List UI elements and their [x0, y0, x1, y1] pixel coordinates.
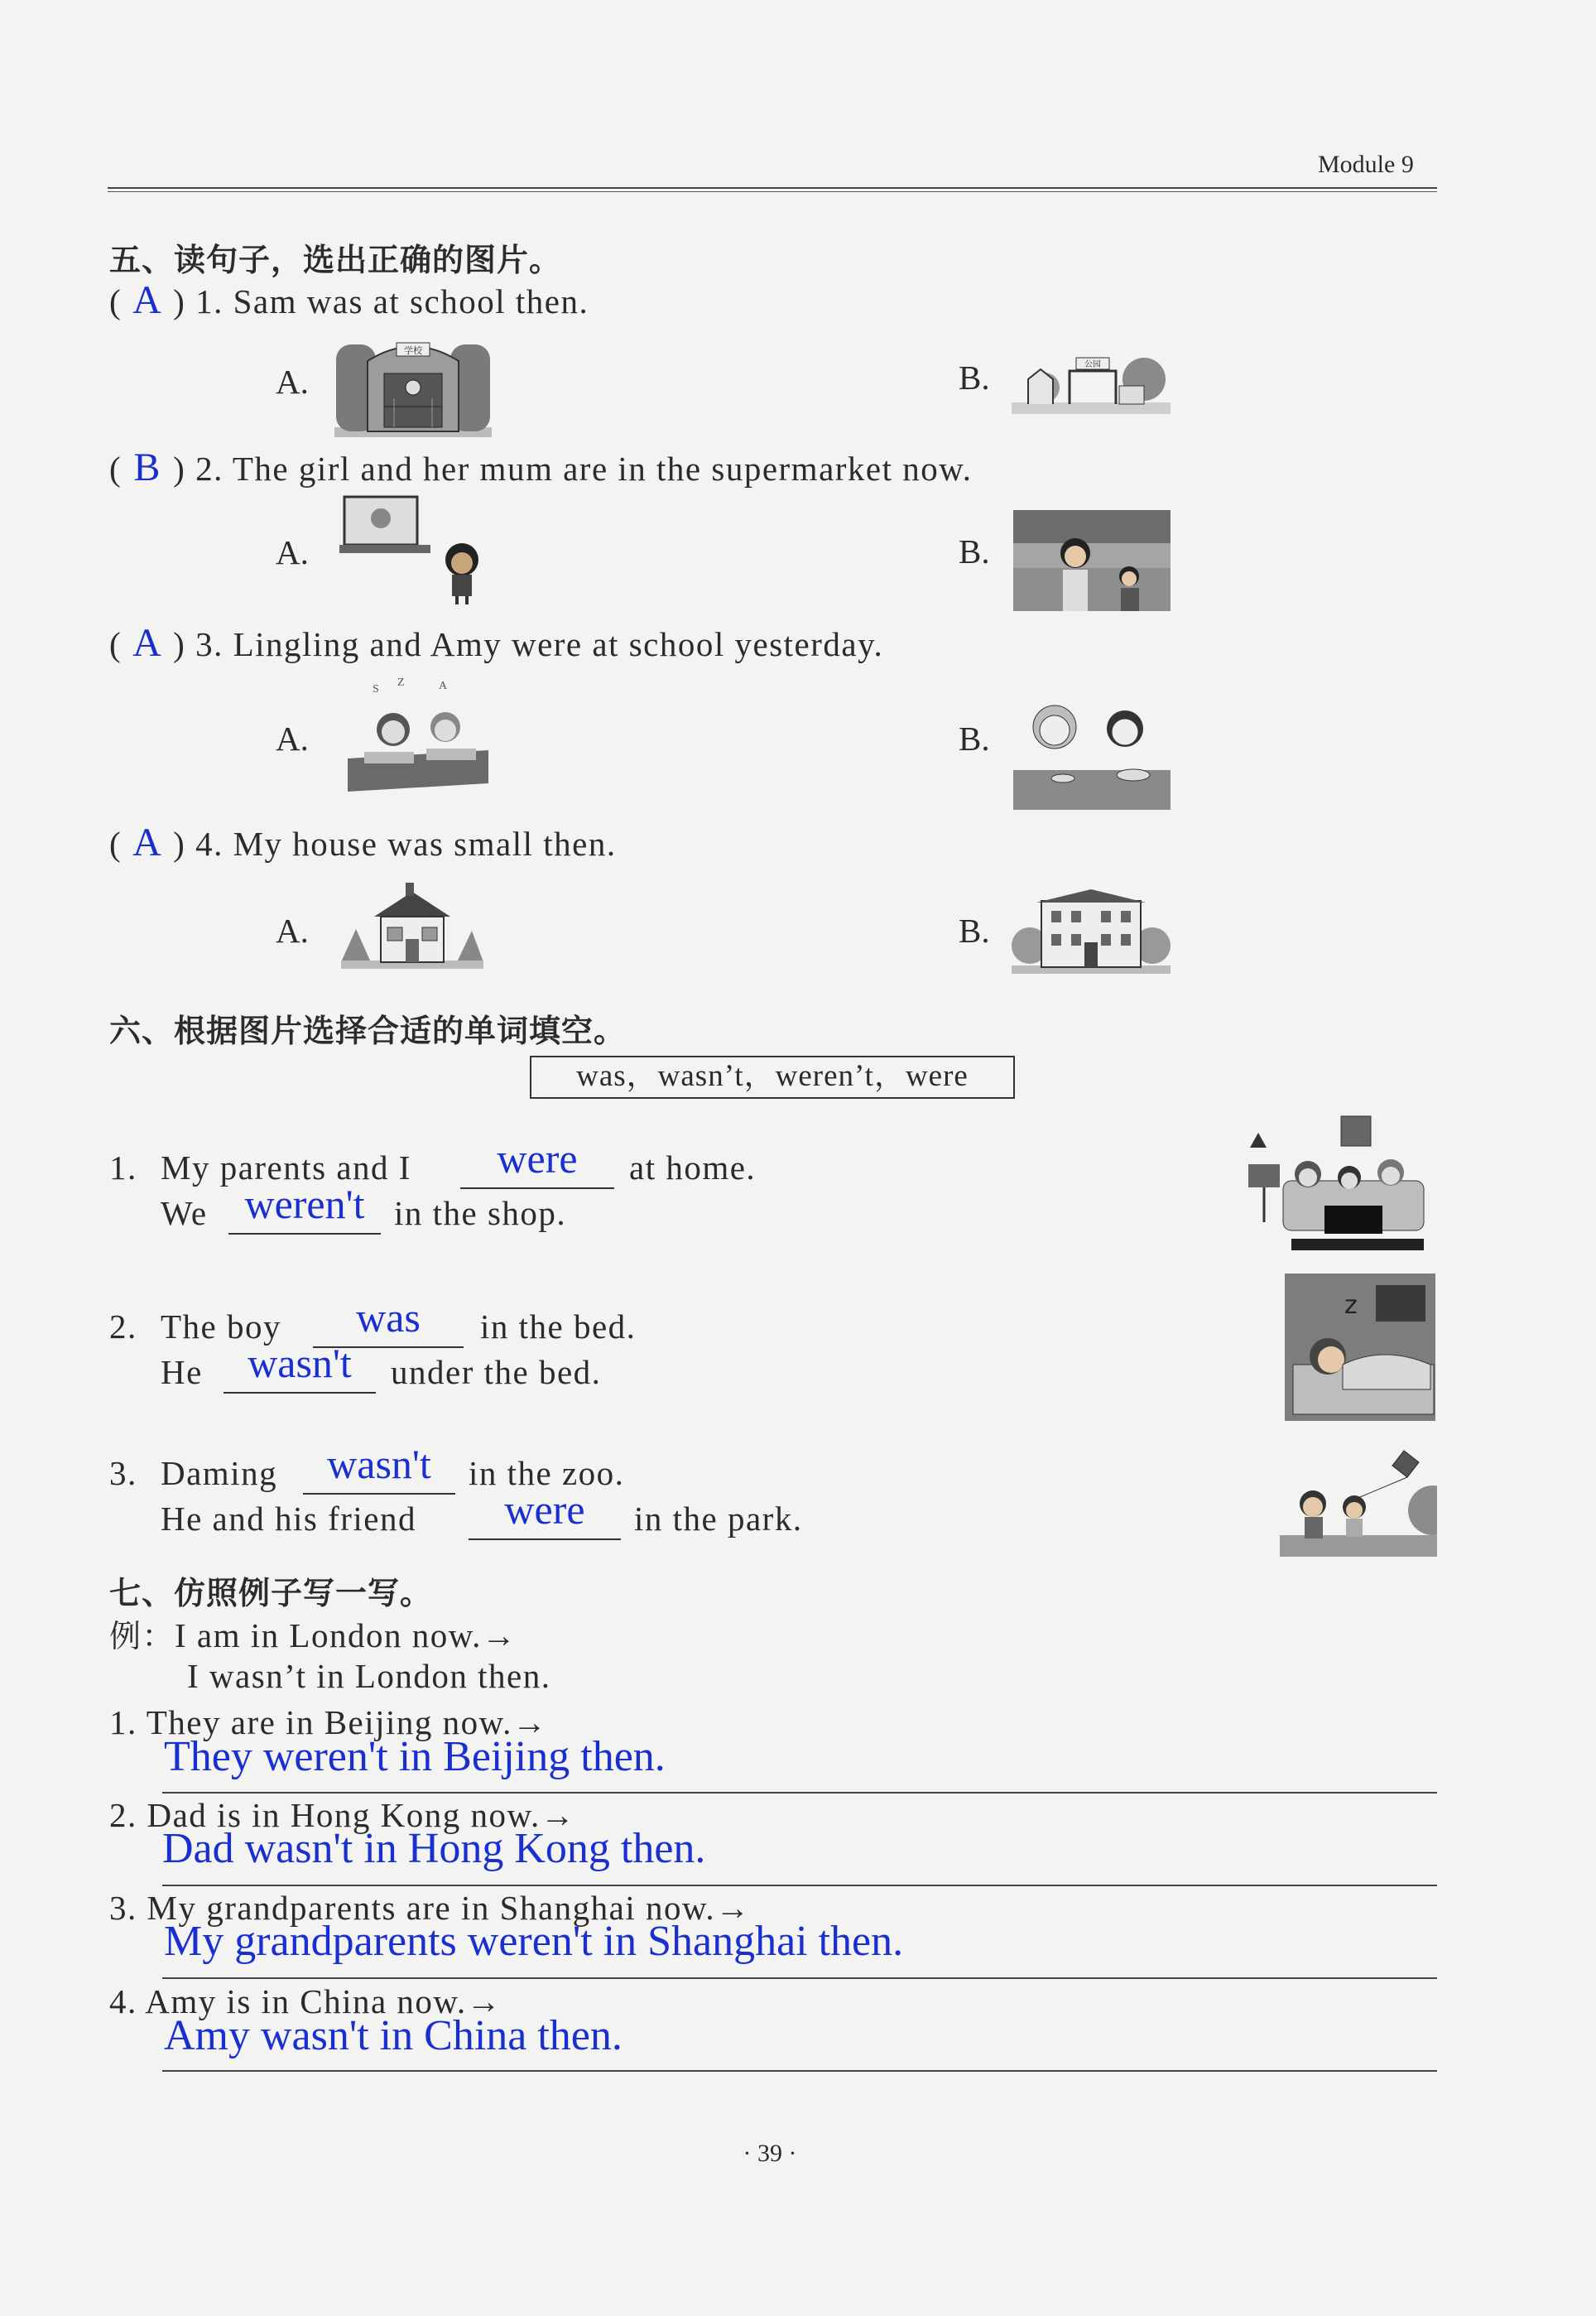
- s6-item3-line2-pre: He and his friend: [161, 1500, 416, 1538]
- s6-item2-line1-pre: The boy: [161, 1307, 281, 1346]
- s6-item1-answer2: weren't: [244, 1181, 365, 1227]
- lunch-table-picture: [1013, 694, 1171, 810]
- q3-option-b-label: B.: [959, 720, 990, 758]
- answer-q2: B: [133, 445, 161, 489]
- q3-option-a-label: A.: [276, 720, 309, 758]
- example-sentence: I am in London now.: [175, 1616, 482, 1654]
- s6-item1-line2-post: in the shop.: [394, 1194, 567, 1232]
- q2-text: The girl and her mum are in the supermarket now.: [232, 450, 973, 488]
- q3-number: 3.: [195, 625, 224, 663]
- example-label: 例：: [109, 1618, 175, 1654]
- q4-text: My house was small then.: [233, 825, 617, 863]
- park-sign-text: 公园: [1084, 360, 1101, 369]
- s6-item2-line2-post: under the bed.: [391, 1353, 602, 1391]
- svg-text:A: A: [439, 680, 448, 692]
- q2-option-b-label: B.: [959, 532, 990, 571]
- s6-item2-number: 2.: [109, 1307, 137, 1346]
- school-gate-picture: [334, 328, 492, 437]
- answer-q1: A: [132, 278, 163, 322]
- header-rule: [108, 187, 1437, 189]
- section5-q4: ( A ) 4. My house was small then.: [109, 821, 617, 864]
- q2-option-a-label: A.: [276, 533, 309, 571]
- arrow-icon: →: [466, 1982, 502, 2020]
- q3-text: Lingling and Amy were at school yesterday.: [233, 625, 884, 663]
- q1-option-b-label: B.: [959, 359, 990, 397]
- example-line1: [109, 1611, 517, 1656]
- s6-item1-line1-post: at home.: [629, 1148, 757, 1187]
- big-house-picture: [1012, 888, 1171, 974]
- s6-item3-line2-post: in the park.: [634, 1500, 803, 1538]
- arrow-icon: →: [512, 1703, 548, 1741]
- section5-q1: ( A ) 1. Sam was at school then.: [109, 278, 589, 322]
- section7-title: 七、仿照例子写一写。: [109, 1575, 433, 1611]
- s6-item1-line1-pre: My parents and I: [161, 1148, 411, 1187]
- classroom-picture: [348, 676, 490, 792]
- example-line2: I wasn’t in London then.: [187, 1657, 551, 1695]
- s7-item4-writing-line[interactable]: [162, 2070, 1437, 2072]
- q1-number: 1.: [195, 282, 224, 320]
- arrow-icon: →: [715, 1889, 751, 1927]
- s7-item2-answer: Dad wasn't in Hong Kong then.: [162, 1825, 706, 1872]
- s6-item2-blank2[interactable]: [224, 1340, 376, 1394]
- s6-item2-line1-post: in the bed.: [480, 1307, 637, 1346]
- s6-item2-answer1: was: [356, 1294, 421, 1341]
- tv-girl-picture: [338, 495, 495, 606]
- small-house-picture: [341, 879, 483, 969]
- s7-item1-number: 1.: [109, 1703, 137, 1741]
- s7-item1-text: They are in Beijing now.: [146, 1703, 512, 1741]
- s6-item1-number: 1.: [109, 1148, 137, 1187]
- q4-number: 4.: [195, 825, 224, 863]
- word-bank-box: was，wasn’t，weren’t，were: [530, 1056, 1015, 1099]
- s6-item2-line2-pre: He: [161, 1353, 203, 1391]
- park-picture: [1012, 346, 1171, 414]
- arrow-icon: →: [540, 1796, 576, 1834]
- page-number: · 39 ·: [743, 2140, 797, 2167]
- s7-item2-writing-line[interactable]: [162, 1885, 1437, 1886]
- s6-item1-blank2[interactable]: [228, 1181, 381, 1235]
- q4-option-a-label: A.: [276, 912, 309, 950]
- s7-item3-writing-line[interactable]: [162, 1977, 1437, 1979]
- arrow-icon: →: [481, 1616, 517, 1654]
- s6-item3-blank2[interactable]: [469, 1486, 621, 1540]
- module-label: Module 9: [1318, 151, 1414, 178]
- s7-item2-text: Dad is in Hong Kong now.: [147, 1796, 541, 1834]
- section5-title: 五、读句子，选出正确的图片。: [109, 242, 562, 278]
- kite-park-picture: [1280, 1444, 1437, 1557]
- s6-item3-answer2: were: [504, 1486, 585, 1533]
- supermarket-picture: [1013, 510, 1171, 611]
- s6-item2-answer2: wasn't: [248, 1340, 352, 1386]
- s7-item4-answer: Amy wasn't in China then.: [164, 2012, 623, 2059]
- section5-q3: ( A ) 3. Lingling and Amy were at school yesterday.: [109, 621, 884, 665]
- school-sign-text: 学校: [404, 345, 422, 356]
- s7-item2-number: 2.: [109, 1796, 137, 1834]
- answer-q3: A: [132, 621, 163, 665]
- q2-number: 2.: [195, 450, 224, 488]
- s7-item3-answer: My grandparents weren't in Shanghai then.: [164, 1918, 904, 1965]
- s6-item1-line2-pre: We: [161, 1194, 208, 1232]
- s7-item4-text: Amy is in China now.: [145, 1982, 467, 2020]
- s6-item3-number: 3.: [109, 1454, 137, 1492]
- svg-text:Z: Z: [397, 677, 405, 689]
- answer-q4: A: [132, 821, 163, 864]
- s7-item1-answer: They weren't in Beijing then.: [164, 1733, 666, 1780]
- s7-item3-text: My grandparents are in Shanghai now.: [147, 1889, 716, 1927]
- svg-text:S: S: [373, 683, 379, 696]
- svg-text:z: z: [1344, 1291, 1358, 1320]
- s7-item1-writing-line[interactable]: [162, 1792, 1437, 1794]
- boy-in-bed-picture: [1285, 1274, 1435, 1421]
- section6-title: 六、根据图片选择合适的单词填空。: [109, 1013, 627, 1049]
- q1-text: Sam was at school then.: [233, 282, 589, 320]
- section5-q2: ( B ) 2. The girl and her mum are in the supermarket now.: [109, 445, 973, 489]
- header-rule-thin: [108, 191, 1437, 192]
- family-tv-picture: [1242, 1115, 1430, 1257]
- s6-item3-line1-pre: Daming: [161, 1454, 278, 1492]
- q1-option-a-label: A.: [276, 363, 309, 401]
- s6-item3-line1-post: in the zoo.: [469, 1454, 625, 1492]
- q4-option-b-label: B.: [959, 912, 990, 950]
- s6-item3-answer1: wasn't: [327, 1441, 431, 1487]
- s6-item3-blank1[interactable]: [303, 1441, 455, 1495]
- s6-item1-answer1: were: [497, 1135, 578, 1182]
- s7-item3-number: 3.: [109, 1889, 137, 1927]
- s7-item4-number: 4.: [109, 1982, 137, 2020]
- s6-item1-blank1[interactable]: [460, 1135, 614, 1189]
